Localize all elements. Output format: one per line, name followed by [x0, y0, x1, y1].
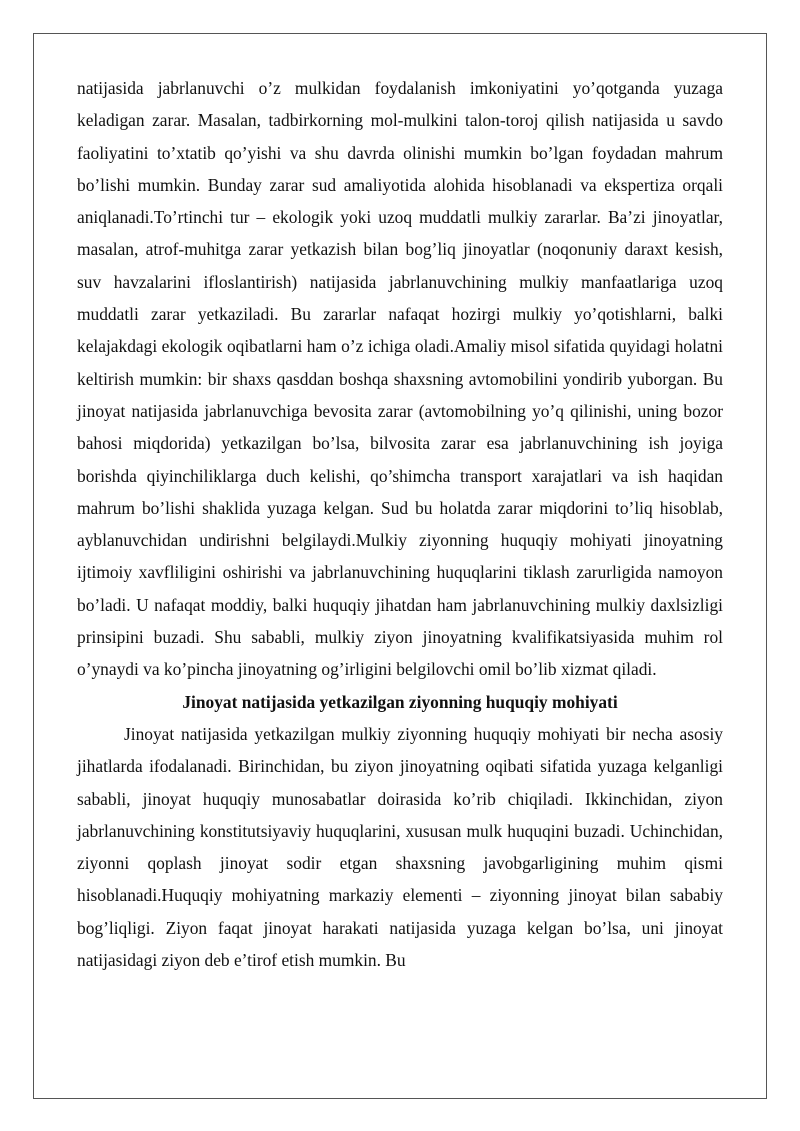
- body-paragraph: Jinoyat natijasida yetkazilgan mulkiy ziyonning huquqiy mohiyati bir necha asosiy jihatlarda ifodalanadi. Birinchidan, bu ziyon jinoyatning oqibati sifatida yuzaga kelganligi sababli, jinoyat huquqiy munosabatlar doirasida ko’rib chiqiladi. Ikkinchidan, ziyon jabrlanuvchining konstitutsiyaviy huquqlarini, xususan mulk huquqini buzadi. Uchinchidan, ziyonni qoplash jinoyat sodir etgan shaxsning javobgarligining muhim qismi hisoblanadi.Huquqiy mohiyatning markaziy elementi – ziyonning jinoyat bilan sababiy bog’liqligi. Ziyon faqat jinoyat harakati natijasida yuzaga kelgan bo’lsa, uni jinoyat natijasidagi ziyon deb e’tirof etish mumkin. Bu: [77, 723, 723, 971]
- document-body: [77, 72, 723, 976]
- body-paragraph: natijasida jabrlanuvchi o’z mulkidan foydalanish imkoniyatini yo’qotganda yuzaga keladigan zarar. Masalan, tadbirkorning mol-mulkini talon-toroj qilish natijasida u savdo faoliyatini to’xtatib qo’yishi va shu davrda olinishi mumkin bo’lgan foydadan mahrum bo’lishi mumkin. Bunday zarar sud amaliyotida alohida hisoblanadi va ekspertiza orqali aniqlanadi.To’rtinchi tur – ekologik yoki uzoq muddatli mulkiy zararlar. Ba’zi jinoyatlar, masalan, atrof-muhitga zarar yetkazish bilan bog’liq jinoyatlar (noqonuniy daraxt kesish, suv havzalarini ifloslantirish) natijasida jabrlanuvchining mulkiy manfaatlariga uzoq muddatli zarar yetkaziladi. Bu zararlar nafaqat hozirgi mulkiy yo’qotishlarni, balki kelajakdagi ekologik oqibatlarni ham o’z ichiga oladi.Amaliy misol sifatida quyidagi holatni keltirish mumkin: bir shaxs qasddan boshqa shaxsning avtomobilini yondirib yuborgan. Bu jinoyat natijasida jabrlanuvchiga bevosita zarar (avtomobilning yo’q qilinishi, uning bozor bahosi miqdorida) yetkazilgan bo’lsa, bilvosita zarar esa jabrlanuvchining ish joyiga borishda qiyinchiliklarga duch kelishi, qo’shimcha transport xarajatlari va ish haqidan mahrum bo’lishi shaklida yuzaga kelgan. Sud bu holatda zarar miqdorini to’liq hisoblab, ayblanuvchidan undirishni belgilaydi.Mulkiy ziyonning huquqiy mohiyati jinoyatning ijtimoiy xavfliligini oshirishi va jabrlanuvchining huquqlarini tiklash zarurligida namoyon bo’ladi. U nafaqat moddiy, balki huquqiy jihatdan ham jabrlanuvchining mulkiy daxlsizligi prinsipini buzadi. Shu sababli, mulkiy ziyon jinoyatning kvalifikatsiyasida muhim rol o’ynaydi va ko’pincha jinoyatning og’irligini belgilovchi omil bo’lib xizmat qiladi.: [77, 78, 723, 680]
- section-heading: Jinoyat natijasida yetkazilgan ziyonning huquqiy mohiyati: [182, 691, 618, 712]
